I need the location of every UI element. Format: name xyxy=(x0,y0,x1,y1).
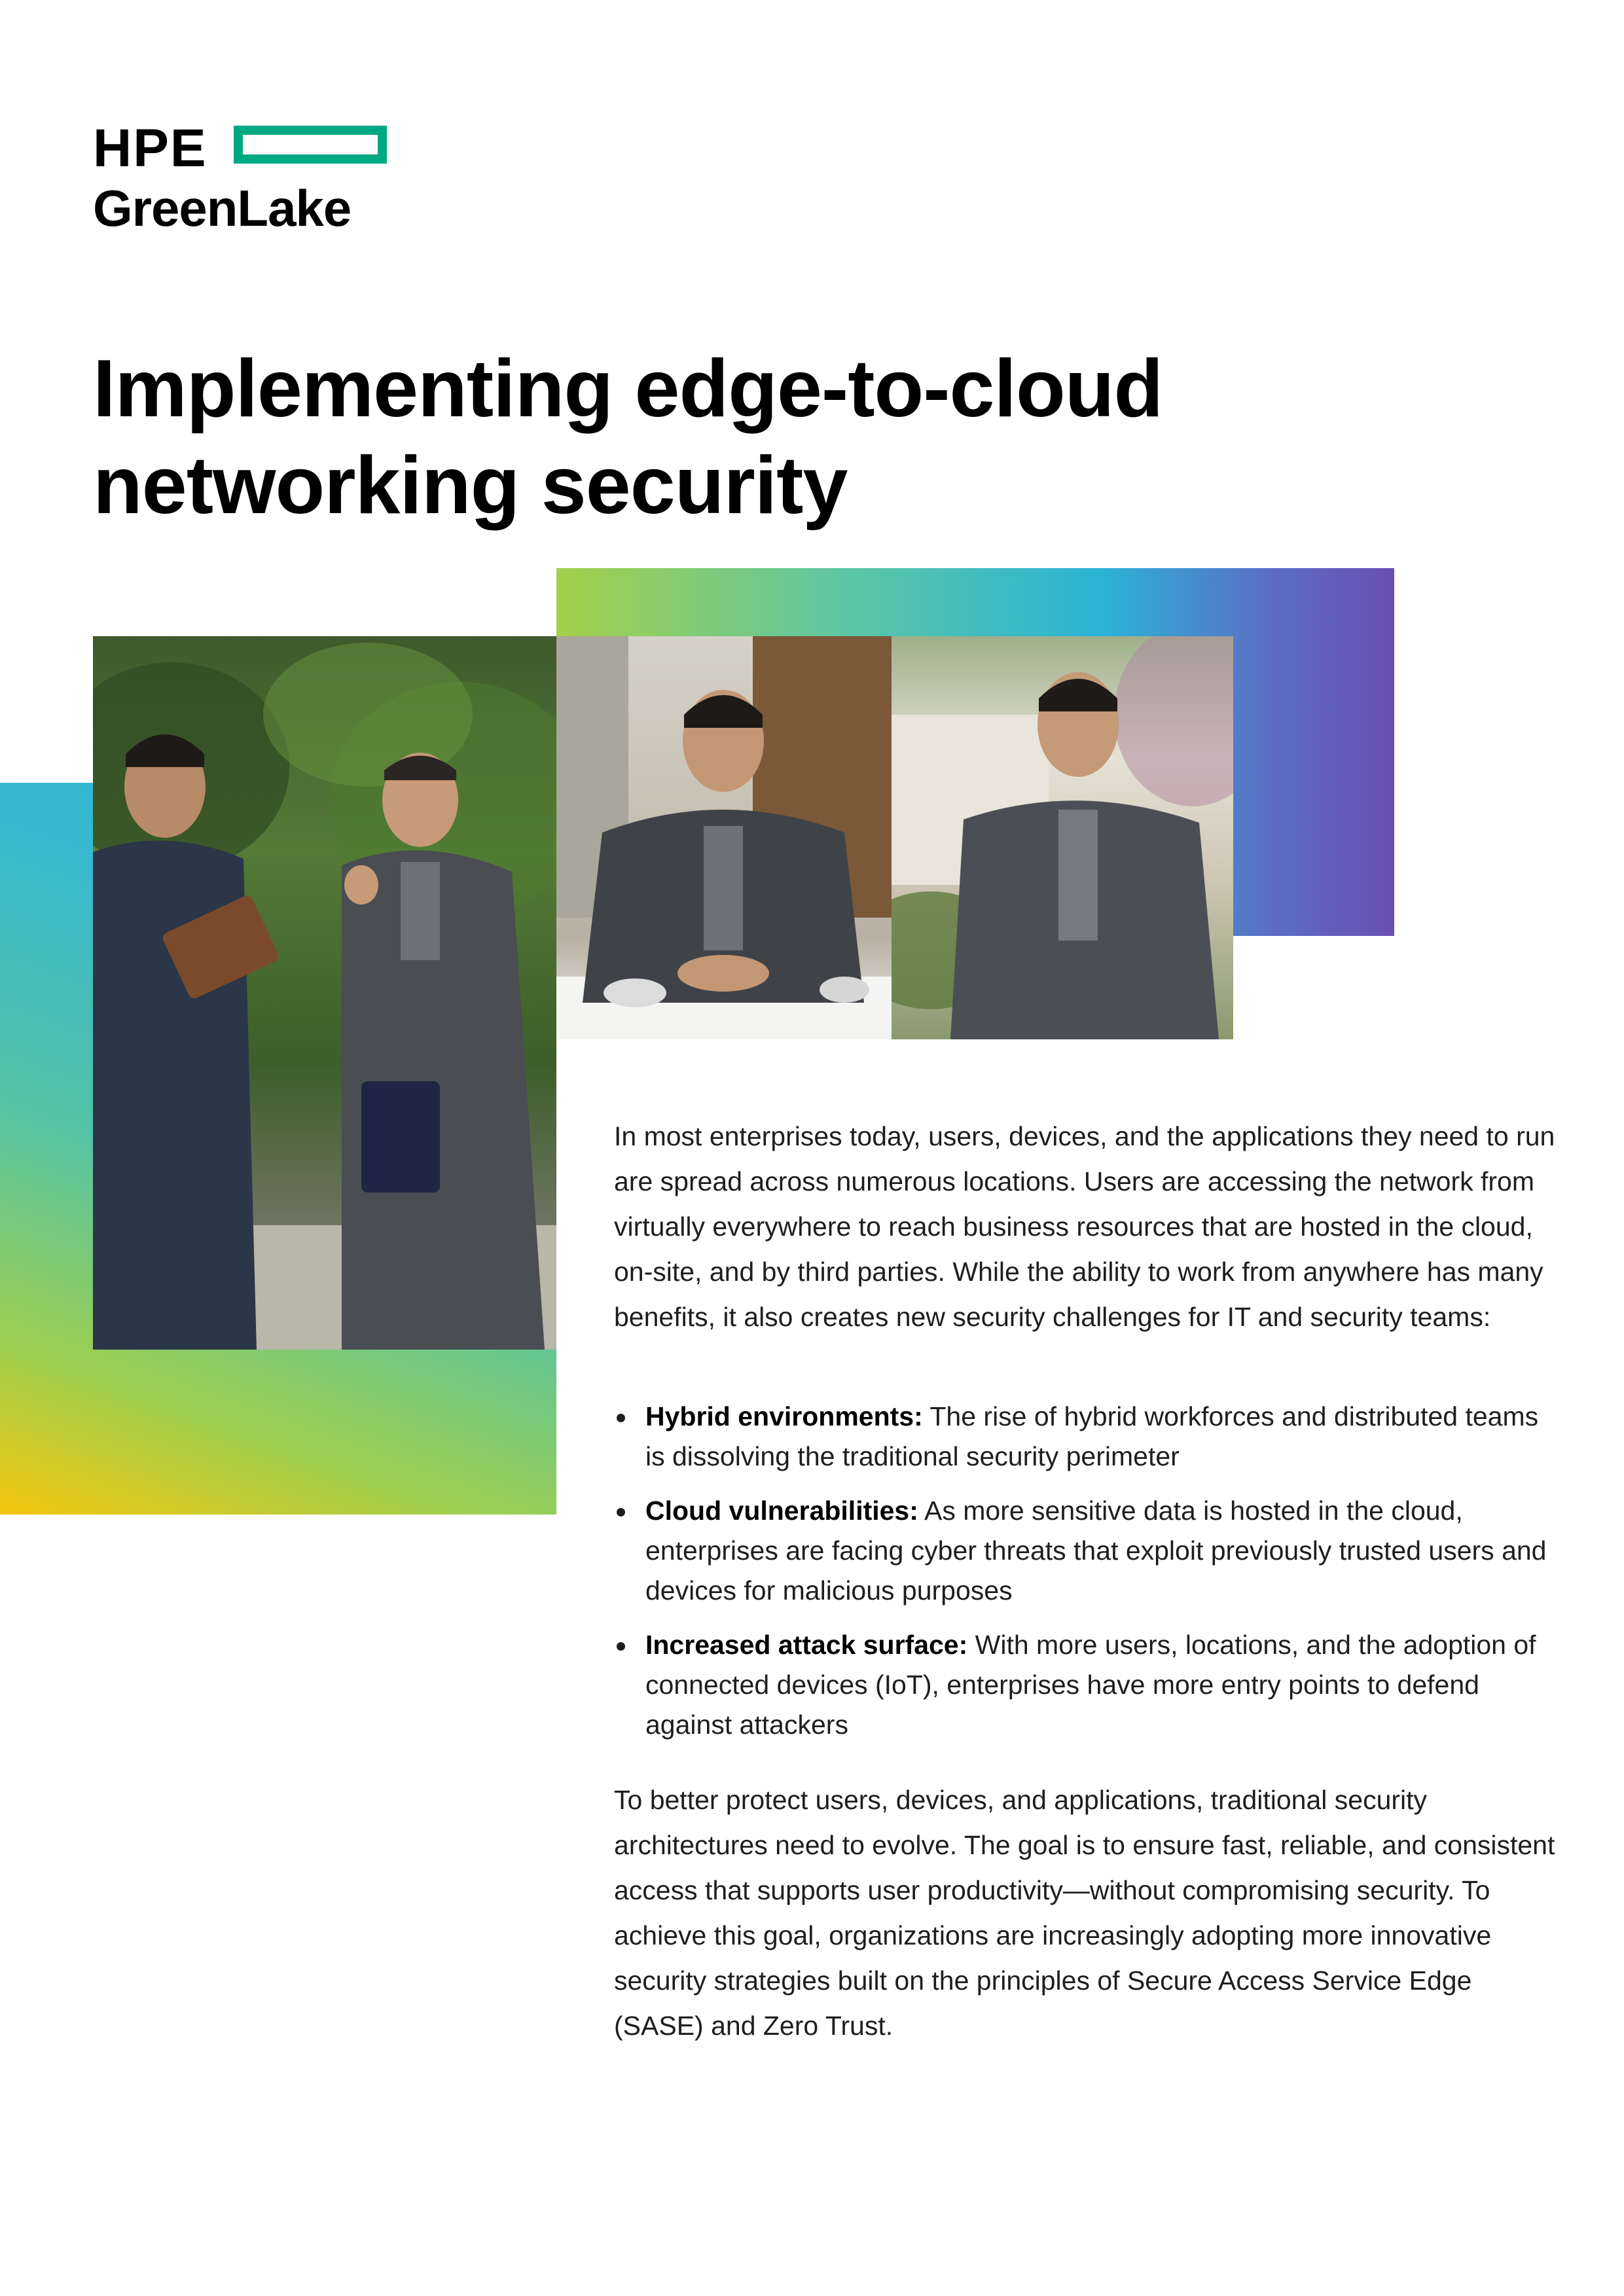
logo-green-bar xyxy=(234,126,387,164)
closing-paragraph: To better protect users, devices, and applications, traditional security architectures need to evolve. The goal is to ensure fast, reliable, and consistent access that supports user productivity—without compromising security. To achieve this goal, organizations are increasingly adopting more innovative security strategies built on the principles of Secure Access Service Edge (SASE) and Zero Trust. xyxy=(614,1785,1555,2041)
list-item xyxy=(614,1625,1557,1745)
bullet-dot-icon xyxy=(617,1414,625,1422)
logo-greenlake-text: GreenLake xyxy=(93,179,352,237)
intro-paragraph: In most enterprises today, users, devices, and the applications they need to run are spread across numerous locations. Users are accessing the network from virtually everywhere to reach business resources that are hosted in the cloud, on-site, and by third parties. While the ability to work from anywhere has many benefits, it also creates new security challenges for IT and security teams: xyxy=(614,1121,1555,1332)
photo-man-seated xyxy=(556,636,892,1039)
hpe-greenlake-logo xyxy=(93,118,394,237)
list-item xyxy=(614,1491,1557,1611)
bullet-dot-icon xyxy=(617,1642,625,1651)
list-item-term: Cloud vulnerabilities: xyxy=(645,1496,918,1526)
list-item-text: With more users, locations, and the adoption of connected devices (IoT), enterprises have more entry points to defend against attackers xyxy=(645,1630,1536,1740)
list-item-text: The rise of hybrid workforces and distributed teams is dissolving the traditional security perimeter xyxy=(645,1401,1539,1471)
list-item-text: As more sensitive data is hosted in the cloud, enterprises are facing cyber threats that exploit previously trusted users and devices for malicious purposes xyxy=(645,1496,1547,1605)
challenge-list xyxy=(614,1397,1557,1759)
photo-two-men-talking xyxy=(93,636,556,1350)
photo-right-illustration xyxy=(892,636,1233,1039)
list-item xyxy=(614,1397,1557,1477)
photo-middle-illustration xyxy=(556,636,892,1039)
photo-left-illustration xyxy=(93,636,556,1350)
list-item-term: Hybrid environments: xyxy=(645,1401,923,1431)
logo-hpe-text: HPE xyxy=(93,118,208,178)
photo-man-smiling xyxy=(892,636,1233,1039)
page-title: Implementing edge-to-cloud networking security xyxy=(93,344,1163,531)
list-item-term: Increased attack surface: xyxy=(645,1630,968,1660)
bullet-dot-icon xyxy=(617,1508,625,1516)
